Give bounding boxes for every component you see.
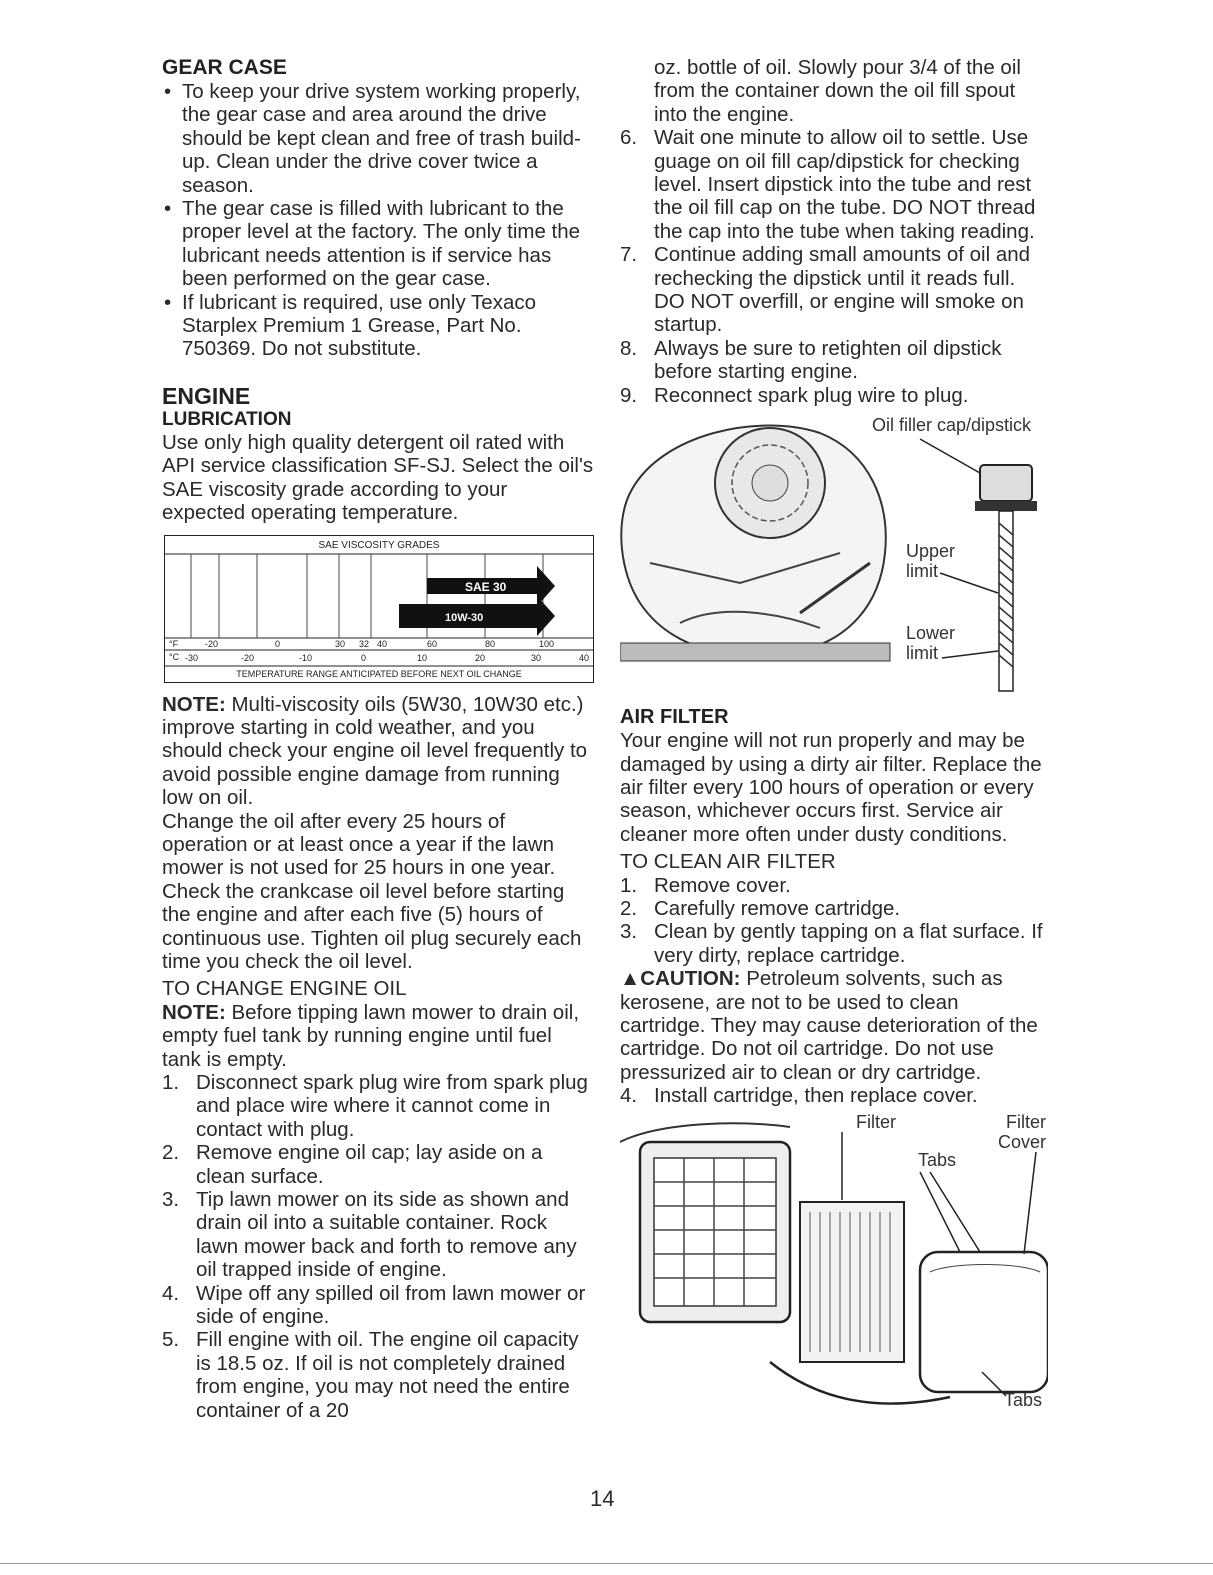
step-text: Remove cover.	[654, 873, 791, 897]
f-unit: °F	[169, 638, 179, 649]
note2-text: Before tipping lawn mower to drain oil, empty fuel tank by running engine until fuel tank is empty.	[162, 1000, 580, 1071]
step-text: Tip lawn mower on its side as shown and drain oil into a suitable container. Rock lawn mower back and forth to remove any oil trapped inside of engine.	[196, 1188, 577, 1282]
step-text: Fill engine with oil. The engine oil capacity is 18.5 oz. If oil is not completely drained from engine, you may not need the entire container of a 20	[196, 1328, 579, 1422]
sae-viscosity-chart	[164, 535, 594, 683]
step-item	[620, 337, 1048, 384]
warning-icon: ▲	[620, 967, 641, 991]
f-tick: 40	[377, 638, 388, 649]
left-column	[162, 56, 594, 1422]
step-number: 5.	[162, 1328, 180, 1352]
c-tick: -20	[241, 652, 255, 663]
lubrication-heading: LUBRICATION	[162, 408, 292, 430]
step-text: Clean by gently tapping on a flat surface. If very dirty, replace cartridge.	[654, 920, 1043, 967]
upper-limit-label: Upper limit	[906, 541, 956, 582]
step-item	[620, 874, 1048, 897]
f-tick: 0	[275, 638, 281, 649]
lower-limit-label: Lower limit	[906, 623, 956, 664]
bullet-item: • If lubricant is required, use only Texaco Starplex Premium 1 Grease, Part No. 750369. Do not substitute.	[162, 291, 594, 361]
change-oil-interval-text: Change the oil after every 25 hours of operation or at least once a year if the lawn mower is not used for 25 hours in one year.	[162, 809, 556, 880]
oil-fill-steps	[620, 126, 1048, 407]
clean-air-filter-heading: TO CLEAN AIR FILTER	[620, 850, 836, 874]
step-text: Disconnect spark plug wire from spark plug and place wire where it cannot come in contact with plug.	[196, 1071, 588, 1141]
lubrication-text: Use only high quality detergent oil rated with API service classification SF-SJ. Select the oil's SAE viscosity grade according to your expected operating temperature.	[162, 430, 594, 525]
note-text: Multi-viscosity oils (5W30, 10W30 etc.) improve starting in cold weather, and you should check your engine oil level frequently to avoid possible engine damage from running low on oil.	[162, 692, 588, 810]
f-tick: 100	[539, 638, 555, 649]
step-item	[620, 920, 1048, 967]
c-tick: 30	[531, 652, 542, 663]
sae-chart-title: SAE VISCOSITY GRADES	[318, 539, 440, 551]
c-tick: 20	[475, 652, 486, 663]
caution-label: ▲CAUTION:	[620, 967, 741, 991]
bottom-rule	[0, 1563, 1213, 1564]
c-tick: -30	[185, 652, 199, 663]
gear-case-heading: GEAR CASE	[162, 56, 287, 79]
note-label: NOTE:	[162, 692, 226, 716]
bullet-item: • To keep your drive system working properly, the gear case and area around the drive should be kept clean and free of trash build-up. Clean under the drive cover twice a season.	[162, 80, 594, 197]
step-number: 6.	[620, 126, 638, 150]
c-tick: 10	[417, 652, 428, 663]
step-number: 8.	[620, 336, 638, 360]
step-number: 4.	[620, 1084, 638, 1108]
c-tick: 40	[579, 652, 590, 663]
step-text: Install cartridge, then replace cover.	[654, 1084, 978, 1108]
dipstick-figure	[620, 413, 1048, 703]
c-unit: °C	[169, 651, 180, 662]
install-step	[620, 1084, 1048, 1107]
air-filter-illustration	[620, 1112, 1048, 1412]
c-tick: 0	[361, 652, 367, 663]
10w30-label: 10W-30	[445, 611, 484, 624]
step-number: 1.	[620, 873, 638, 897]
note2-paragraph	[162, 1001, 594, 1071]
caution-paragraph	[620, 967, 1048, 1084]
f-tick: 60	[427, 638, 438, 649]
tabs-bottom-label: Tabs	[1004, 1389, 1043, 1410]
sae30-label: SAE 30	[465, 579, 507, 594]
step-item	[162, 1188, 594, 1282]
page-number: 14	[590, 1486, 615, 1511]
step-item	[162, 1141, 594, 1188]
oil-filler-cap-label: Oil filler cap/dipstick	[872, 415, 1032, 436]
step-text: Reconnect spark plug wire to plug.	[654, 383, 969, 407]
step-number: 2.	[162, 1141, 180, 1165]
air-filter-text: Your engine will not run properly and may be damaged by using a dirty air filter. Replace the air filter every 100 hours of operation or every season, whichever occurs first. Service air cleaner more often under dusty conditions.	[620, 729, 1042, 846]
filter-cover-label: Filter Cover	[997, 1111, 1046, 1152]
step-text: Carefully remove cartridge.	[654, 896, 901, 920]
f-tick: -20	[205, 638, 219, 649]
air-filter-figure	[620, 1112, 1048, 1412]
step-text: Always be sure to retighten oil dipstick before starting engine.	[654, 336, 1002, 384]
step-item	[620, 243, 1048, 337]
step-item	[620, 384, 1048, 407]
continuation-text: oz. bottle of oil. Slowly pour 3/4 of the oil from the container down the oil fill spout into the engine.	[654, 56, 1021, 126]
step-number: 9.	[620, 383, 638, 407]
bullet-item: • The gear case is filled with lubricant to the proper level at the factory. The only time the lubricant needs attention is if service has been performed on the gear case.	[162, 197, 594, 291]
air-filter-heading: AIR FILTER	[620, 706, 729, 729]
sae-chart-graphic	[165, 536, 593, 682]
change-oil-steps	[162, 1071, 594, 1422]
step-number: 3.	[620, 920, 638, 944]
step-item	[162, 1328, 594, 1422]
caution-text: Petroleum solvents, such as kerosene, are not to be used to clean cartridge. They may cause deterioration of the cartridge. Do not oil cartridge. Do not use pressurized air to clean or dry cartridge.	[620, 967, 1038, 1084]
check-oil-text: Check the crankcase oil level before starting the engine and after each five (5) hours of continuous use. Tighten oil plug securely each time you check the oil level.	[162, 879, 582, 973]
step-number: 7.	[620, 243, 638, 267]
clean-filter-steps	[620, 874, 1048, 968]
tabs-top-label: Tabs	[918, 1149, 957, 1170]
gear-case-bullets	[162, 80, 594, 361]
step-item	[162, 1071, 594, 1141]
step-number: 4.	[162, 1281, 180, 1305]
step-number: 3.	[162, 1188, 180, 1212]
step-text: Wait one minute to allow oil to settle. Use guage on oil fill cap/dipstick for checking level. Insert dipstick into the tube and rest the oil fill cap on the tube. DO NOT thread the cap into the tube when taking reading.	[654, 126, 1036, 243]
f-tick: 80	[485, 638, 496, 649]
step-text: Continue adding small amounts of oil and rechecking the dipstick until it reads full. DO NOT overfill, or engine will smoke on startup.	[654, 243, 1031, 337]
note-paragraph	[162, 693, 594, 810]
note2-label: NOTE:	[162, 1000, 226, 1024]
engine-heading: ENGINE	[162, 382, 251, 409]
step-item	[162, 1282, 594, 1329]
f-tick: 32	[359, 638, 370, 649]
step-item	[620, 1084, 1048, 1107]
engine-dipstick-illustration	[620, 413, 1048, 703]
f-tick: 30	[335, 638, 346, 649]
sae-chart-footer: TEMPERATURE RANGE ANTICIPATED BEFORE NEXT OIL CHANGE	[236, 668, 522, 679]
c-tick: -10	[299, 652, 313, 663]
right-column	[620, 56, 1048, 1412]
filter-label: Filter	[856, 1111, 896, 1132]
step-number: 1.	[162, 1071, 180, 1094]
step-item	[620, 897, 1048, 920]
step-text: Remove engine oil cap; lay aside on a clean surface.	[196, 1141, 543, 1188]
step-number: 2.	[620, 896, 638, 920]
step-item	[620, 126, 1048, 243]
step-text: Wipe off any spilled oil from lawn mower or side of engine.	[196, 1281, 586, 1329]
change-engine-oil-heading: TO CHANGE ENGINE OIL	[162, 977, 407, 1001]
